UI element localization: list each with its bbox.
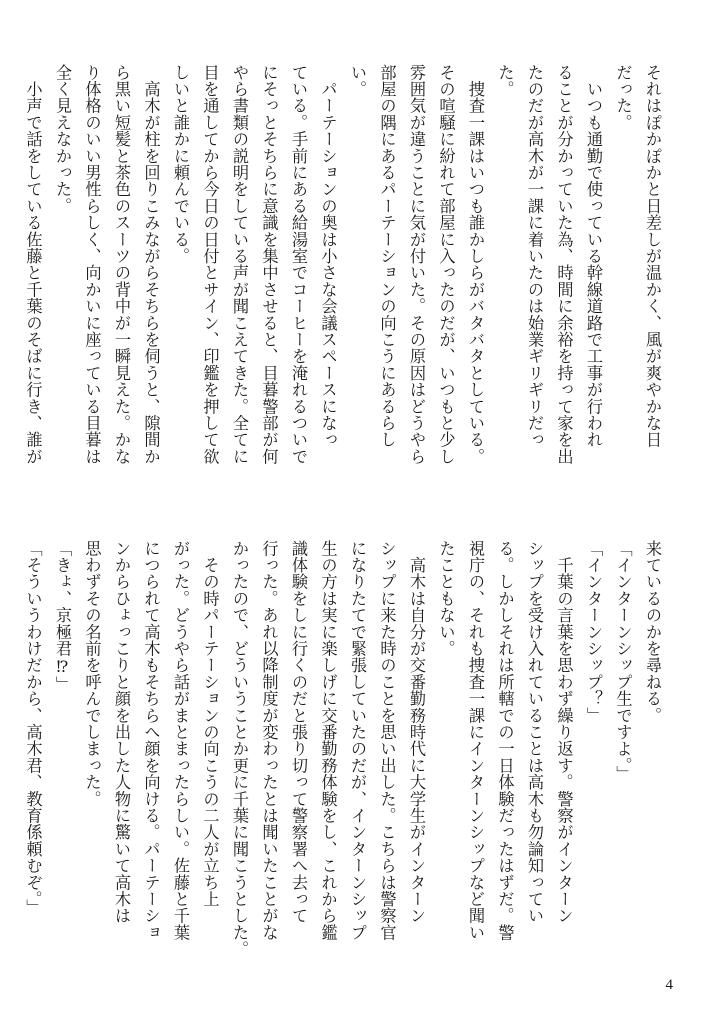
lower-text-block (18, 540, 667, 980)
text-line: がった。どうやら話がまとまったらしい。佐藤と千葉 (171, 540, 190, 941)
text-line: 視庁の、それも捜査一課にインターンシップなど聞い (466, 540, 485, 941)
text-line: たのだが高木が一課に着いたのは始業ギリギリだっ (525, 64, 544, 449)
text-line: パーテーションの奥は小さな会議スペースになっ (318, 64, 338, 449)
text-line: 思わずその名前を呼んでしまった。 (82, 540, 102, 808)
text-line: ンからひょっこりと顔を出した人物に驚いて高木は (112, 540, 131, 925)
text-line: 小声で話をしている佐藤と千葉のそばに行き、誰が (23, 64, 43, 465)
text-line: たこともない。 (436, 540, 456, 657)
text-line: り体格のいい男性らしく、向かいに座っている目暮は (82, 64, 102, 465)
text-line: 来ているのかを尋ねる。 (643, 540, 662, 724)
text-line: 「インターンシップ？」 (584, 540, 603, 724)
text-line: いつも通勤で使っている幹線道路で工事が行われ (584, 64, 603, 449)
text-line: た。 (495, 64, 515, 98)
page-number: 4 (665, 977, 673, 993)
text-line: ら黒い短髪と茶色のスーツの背中が一瞬見えた。かな (112, 64, 131, 465)
text-line: 「インターンシップ生ですよ。」 (613, 540, 633, 783)
text-line: その時パーテーションの向こうの二人が立ち上 (200, 540, 220, 908)
text-line: 高木は自分が交番勤務時代に大学生がインターン (407, 540, 426, 925)
text-line: い。 (348, 64, 367, 98)
text-line: 千葉の言葉を思わず繰り返す。警察がインターン (554, 540, 574, 925)
text-line: だった。 (613, 64, 633, 131)
text-line: につられて高木もそちらへ顔を向ける。パーテーショ (141, 540, 161, 941)
upper-text-block (18, 64, 667, 504)
text-line: 行った。あれ以降制度が変わったとは聞いたことがな (259, 540, 279, 941)
text-line: 生の方は実に楽しげに交番勤務体験をし、これから鑑 (318, 540, 338, 941)
text-line: 高木が柱を回りこみながらそちらを伺うと、隙間か (141, 64, 161, 465)
text-line: になりたてで緊張していたのだが、インターンシップ (348, 540, 367, 941)
text-line: 全く見えなかった。 (53, 64, 72, 215)
text-line: 部屋の隅にあるパーテーションの向こうにあるらし (377, 64, 397, 449)
text-line: にそっとそちらに意識を集中させると、目暮警部が何 (259, 64, 279, 465)
text-line: ている。手前にある給湯室でコーヒーを淹れるついで (289, 64, 308, 465)
text-line: 識体験をしに行くのだと張り切って警察署へ去って (289, 540, 308, 925)
text-line: それはぽかぽかと日差しが温かく、風が爽やかな日 (643, 64, 662, 449)
text-line: 雰囲気が違うことに気が付いた。その原因はどうやら (407, 64, 426, 465)
text-line: シップに来た時のことを思い出した。こちらは警察官 (377, 540, 397, 941)
text-line: その喧騒に紛れて部屋に入ったのだが、いつもと少し (436, 64, 456, 465)
text-line: 捜査一課はいつも誰かしらがバタバタとしている。 (466, 64, 485, 465)
text-line: 目を通してから今日の日付とサイン、印鑑を押して欲 (200, 64, 220, 465)
text-line: 「そういうわけだから、高木君、教育係頼むぞ。」 (23, 540, 43, 916)
text-line: シップを受け入れていることは高木も勿論知ってい (525, 540, 544, 925)
text-line: やら書類の説明をしている声が聞こえてきた。全てに (230, 64, 249, 465)
text-line: る。しかしそれは所轄での一日体験だったはずだ。警 (495, 540, 515, 941)
text-line: ることが分かっていた為、時間に余裕を持って家を出 (554, 64, 574, 465)
text-line: かったので、どういうことか更に千葉に聞こうとした。 (230, 540, 249, 958)
text-line: しいと誰かに頼んでいる。 (171, 64, 190, 265)
text-line: 「きょ、京極君⁉」 (53, 540, 72, 694)
